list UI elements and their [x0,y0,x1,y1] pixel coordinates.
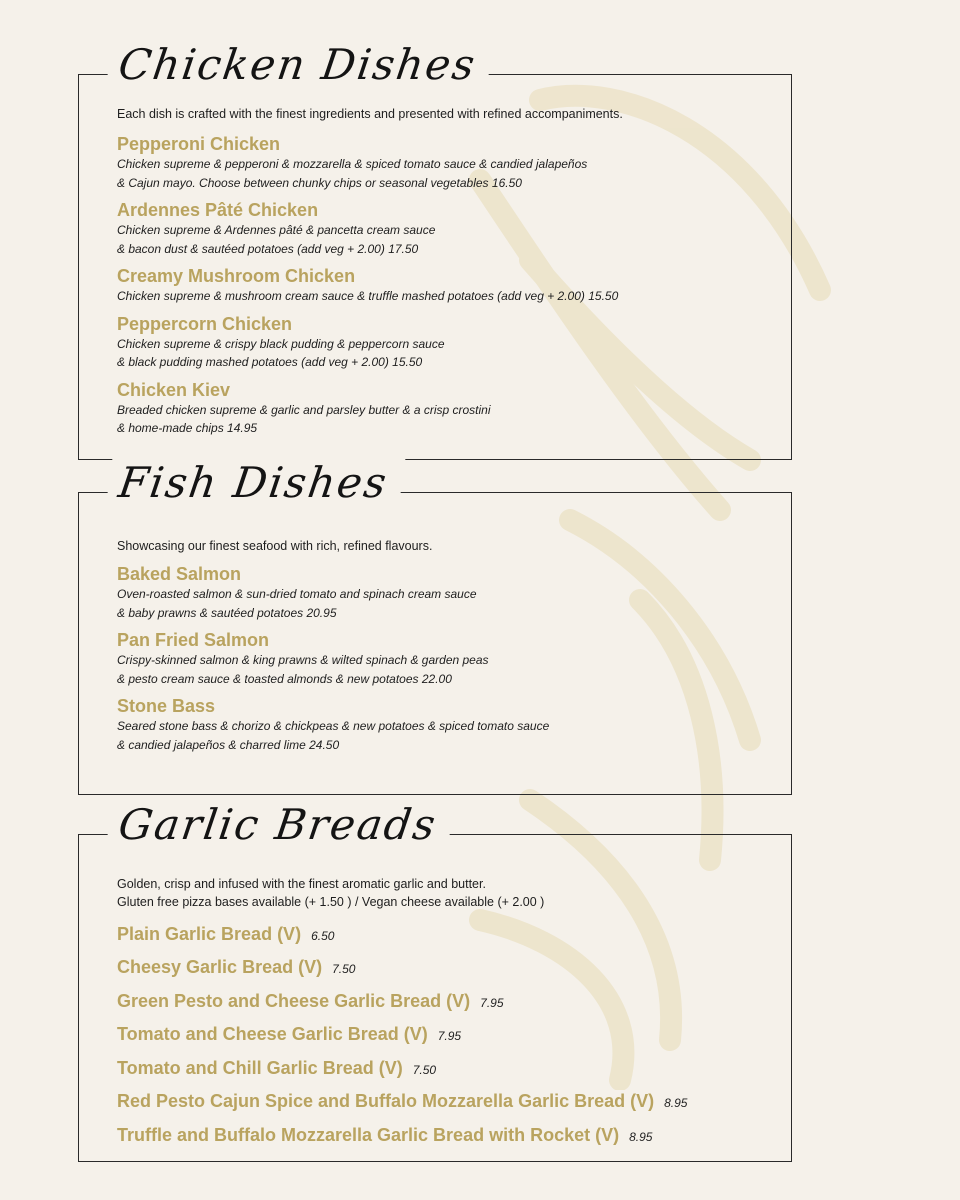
item-price: 8.95 [629,1129,653,1144]
section-title: Fish Dishes [105,453,406,513]
section-intro: Gluten free pizza bases available (+ 1.50 ) / Vegan cheese available (+ 2.00 ) [117,895,545,909]
item-desc: Seared stone bass & chorizo & chickpeas & new potatoes & spiced tomato sauce [117,719,550,733]
item-desc: & baby prawns & sautéed potatoes 20.95 [117,605,337,620]
fish-dishes-section [78,458,792,795]
item-desc: & black pudding mashed potatoes (add veg + 2.00) 15.50 [117,355,423,369]
menu-item [117,695,751,754]
item-name: Creamy Mushroom Chicken [117,266,356,286]
section-intro: Showcasing our finest seafood with rich, refined flavours. [117,539,433,553]
menu-item [117,984,751,1018]
item-desc: & pesto cream sauce & toasted almonds & new potatoes 22.00 [117,671,452,686]
menu-item [117,951,751,985]
item-name: Tomato and Cheese Garlic Bread (V) [117,1024,428,1045]
garlic-breads-section [78,800,792,1162]
item-desc: Chicken supreme & Ardennes pâté & pancetta cream sauce [117,223,436,237]
menu-item [117,379,751,438]
item-price: 7.50 [412,1062,437,1077]
item-name: Cheesy Garlic Bread (V) [117,957,323,978]
chicken-dishes-section [78,40,792,460]
item-name: Truffle and Buffalo Mozzarella Garlic Bread with Rocket (V) [117,1124,620,1145]
item-desc: & bacon dust & sautéed potatoes (add veg + 2.00) 17.50 [117,241,419,256]
menu-item [117,629,751,688]
item-desc: Chicken supreme & pepperoni & mozzarella & spiced tomato sauce & candied jalapeños [117,157,588,171]
item-desc: Breaded chicken supreme & garlic and parsley butter & a crisp crostini [117,402,491,417]
item-name: Stone Bass [117,696,216,716]
section-intro: Each dish is crafted with the finest ingredients and presented with refined accompaniments. [117,107,623,121]
menu-item [117,265,751,306]
item-price: 7.50 [332,962,356,977]
menu-item [117,917,751,951]
item-desc: & Cajun mayo. Choose between chunky chips or seasonal vegetables 16.50 [117,175,522,190]
item-desc: & home-made chips 14.95 [117,421,258,435]
item-name: Peppercorn Chicken [117,313,293,334]
section-intro: Golden, crisp and infused with the finest aromatic garlic and butter. [117,877,486,891]
item-name: Pepperoni Chicken [117,134,281,154]
item-name: Tomato and Chill Garlic Bread (V) [117,1057,403,1078]
item-name: Baked Salmon [117,564,242,584]
item-price: 6.50 [311,928,335,943]
menu-item [117,1018,751,1052]
item-name: Pan Fried Salmon [117,630,270,650]
menu-item [117,1051,751,1085]
menu-item [117,1118,751,1152]
section-title: Chicken Dishes [105,35,494,95]
section-title: Garlic Breads [105,795,455,855]
item-desc: & candied jalapeños & charred lime 24.50 [117,737,340,752]
item-name: Ardennes Pâté Chicken [117,200,319,220]
item-desc: Chicken supreme & mushroom cream sauce & truffle mashed potatoes (add veg + 2.00) 15.50 [117,289,619,303]
item-desc: Crispy-skinned salmon & king prawns & wilted spinach & garden peas [117,653,489,667]
menu-item [117,199,751,258]
item-name: Plain Garlic Bread (V) [117,923,302,944]
item-price: 8.95 [664,1096,688,1111]
item-desc: Chicken supreme & crispy black pudding & peppercorn sauce [117,336,445,351]
item-desc: Oven-roasted salmon & sun-dried tomato and spinach cream sauce [117,587,477,601]
menu-item [117,1085,751,1119]
menu-item [117,563,751,622]
item-name: Red Pesto Cajun Spice and Buffalo Mozzarella Garlic Bread (V) [117,1091,655,1112]
item-price: 7.95 [437,1029,462,1044]
menu-item [117,133,751,192]
item-price: 7.95 [480,995,504,1010]
item-name: Green Pesto and Cheese Garlic Bread (V) [117,990,471,1011]
menu-item [117,313,751,372]
item-name: Chicken Kiev [117,379,231,400]
